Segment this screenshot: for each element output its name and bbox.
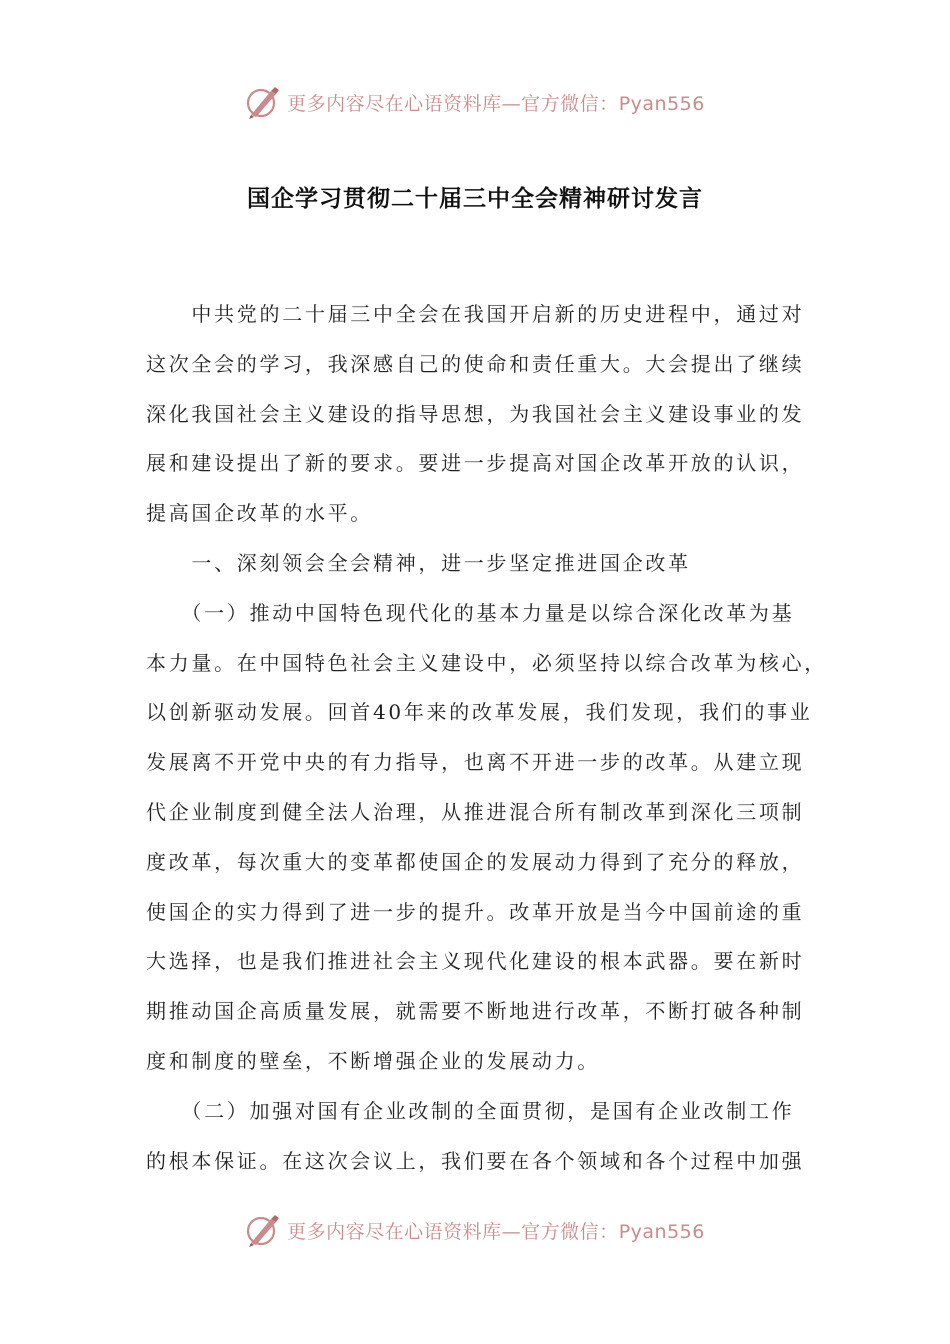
body-line: 本力量。在中国特色社会主义建设中，必须坚持以综合改革为核心， <box>146 650 827 675</box>
body-line: 发展离不开党中央的有力指导，也离不开进一步的改革。从建立现 <box>146 750 805 775</box>
body-line: 代企业制度到健全法人治理，从推进混合所有制改革到深化三项制 <box>146 799 805 824</box>
section-heading: 一、深刻领会全会精神，进一步坚定推进国企改革 <box>146 550 691 575</box>
watermark-header <box>0 82 950 122</box>
pen-logo-icon <box>245 1213 281 1247</box>
body-line: 提高国企改革的水平。 <box>146 501 373 526</box>
body-line: 使国企的实力得到了进一步的提升。改革开放是当今中国前途的重 <box>146 899 805 924</box>
body-line: 大选择，也是我们推进社会主义现代化建设的根本武器。要在新时 <box>146 949 805 974</box>
pen-logo-icon <box>245 85 281 119</box>
body-line: 度和制度的壁垒，不断增强企业的发展动力。 <box>146 1048 600 1073</box>
body-line: 这次全会的学习，我深感自己的使命和责任重大。大会提出了继续 <box>146 351 805 376</box>
body-line: 展和建设提出了新的要求。要进一步提高对国企改革开放的认识， <box>146 451 805 476</box>
body-line: （一）推动中国特色现代化的基本力量是以综合深化改革为基 <box>146 600 795 625</box>
document-body <box>146 290 827 1186</box>
document-title: 国企学习贯彻二十届三中全会精神研讨发言 <box>247 186 703 212</box>
body-line: 中共党的二十届三中全会在我国开启新的历史进程中，通过对 <box>146 302 805 326</box>
body-line: 的根本保证。在这次会议上，我们要在各个领域和各个过程中加强 <box>146 1148 805 1173</box>
body-line: 度改革，每次重大的变革都使国企的发展动力得到了充分的释放， <box>146 849 805 874</box>
watermark-text: 更多内容尽在心语资料库—官方微信：Pyan556 <box>287 1220 705 1243</box>
body-line: 以创新驱动发展。回首40年来的改革发展，我们发现，我们的事业 <box>146 700 813 725</box>
watermark-text: 更多内容尽在心语资料库—官方微信：Pyan556 <box>287 92 705 115</box>
body-line: （二）加强对国有企业改制的全面贯彻，是国有企业改制工作 <box>146 1098 795 1123</box>
body-line: 深化我国社会主义建设的指导思想，为我国社会主义建设事业的发 <box>146 401 805 426</box>
watermark-footer <box>0 1210 950 1250</box>
body-line: 期推动国企高质量发展，就需要不断地进行改革，不断打破各种制 <box>146 999 805 1024</box>
